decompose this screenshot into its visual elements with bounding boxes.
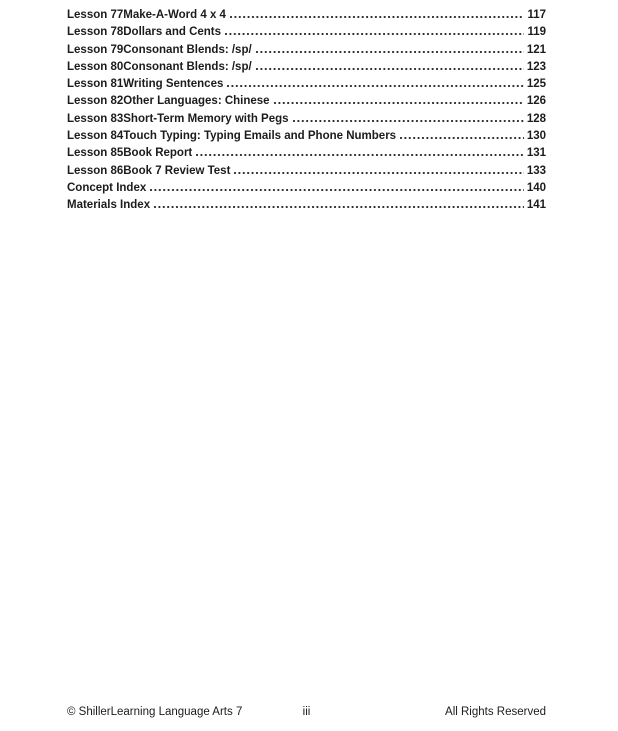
page-number: 125 bbox=[526, 78, 546, 91]
dot-leader bbox=[293, 120, 524, 122]
page-number: 119 bbox=[527, 26, 546, 39]
page-footer bbox=[67, 706, 546, 718]
dot-leader bbox=[225, 33, 524, 35]
lesson-title: Other Languages: Chinese bbox=[123, 95, 270, 108]
lesson-number-label: Lesson 77 bbox=[67, 9, 124, 21]
toc-entry bbox=[67, 145, 546, 162]
toc-entry bbox=[67, 93, 546, 110]
lesson-title: Consonant Blends: /sp/ bbox=[123, 43, 252, 56]
footer-rights: All Rights Reserved bbox=[445, 706, 547, 718]
page-number: 130 bbox=[526, 130, 546, 143]
lesson-number-label: Lesson 82 bbox=[67, 95, 124, 108]
toc-entry bbox=[67, 111, 546, 128]
toc-entry bbox=[67, 128, 546, 145]
dot-leader bbox=[154, 206, 524, 208]
dot-leader bbox=[227, 85, 523, 87]
footer-page-number: iii bbox=[302, 706, 311, 718]
toc-entry bbox=[67, 42, 546, 59]
table-of-contents bbox=[67, 7, 546, 215]
dot-leader bbox=[274, 102, 524, 104]
dot-leader bbox=[400, 137, 524, 139]
dot-leader bbox=[234, 172, 523, 174]
dot-leader bbox=[230, 16, 525, 18]
page-number: 121 bbox=[526, 43, 546, 56]
lesson-title: Concept Index bbox=[67, 181, 147, 194]
toc-entry bbox=[67, 7, 546, 24]
lesson-number-label: Lesson 79 bbox=[67, 43, 124, 56]
lesson-title: Materials Index bbox=[67, 199, 151, 212]
lesson-title: Dollars and Cents bbox=[123, 26, 222, 39]
toc-entry bbox=[67, 76, 546, 93]
page-number: 123 bbox=[526, 60, 546, 73]
page-number: 117 bbox=[527, 9, 546, 21]
dot-leader bbox=[256, 68, 524, 70]
toc-entry bbox=[67, 59, 546, 76]
dot-leader bbox=[256, 51, 524, 53]
lesson-number-label: Lesson 85 bbox=[67, 147, 124, 160]
page-number: 131 bbox=[526, 147, 546, 160]
dot-leader bbox=[150, 189, 524, 191]
lesson-title: Book 7 Review Test bbox=[123, 164, 231, 177]
page-number: 140 bbox=[526, 181, 546, 194]
page-number: 133 bbox=[526, 164, 546, 177]
footer-copyright: © ShillerLearning Language Arts 7 bbox=[67, 706, 243, 718]
dot-leader bbox=[196, 154, 524, 156]
lesson-title: Touch Typing: Typing Emails and Phone Numbers bbox=[123, 130, 397, 143]
toc-entry bbox=[67, 180, 546, 197]
toc-entry bbox=[67, 163, 546, 180]
lesson-title: Short-Term Memory with Pegs bbox=[123, 112, 289, 125]
lesson-number-label: Lesson 78 bbox=[67, 26, 124, 39]
page-number: 126 bbox=[526, 95, 546, 108]
lesson-number-label: Lesson 86 bbox=[67, 164, 124, 177]
lesson-title: Book Report bbox=[123, 147, 193, 160]
toc-entry bbox=[67, 197, 546, 214]
lesson-number-label: Lesson 84 bbox=[67, 130, 124, 143]
lesson-title: Consonant Blends: /sp/ bbox=[123, 60, 252, 73]
lesson-number-label: Lesson 81 bbox=[67, 78, 124, 91]
toc-entry bbox=[67, 24, 546, 41]
lesson-number-label: Lesson 83 bbox=[67, 112, 124, 125]
page-number: 141 bbox=[526, 199, 546, 212]
lesson-number-label: Lesson 80 bbox=[67, 60, 124, 73]
page-number: 128 bbox=[526, 112, 546, 125]
lesson-title: Writing Sentences bbox=[123, 78, 224, 91]
lesson-title: Make-A-Word 4 x 4 bbox=[123, 9, 226, 21]
